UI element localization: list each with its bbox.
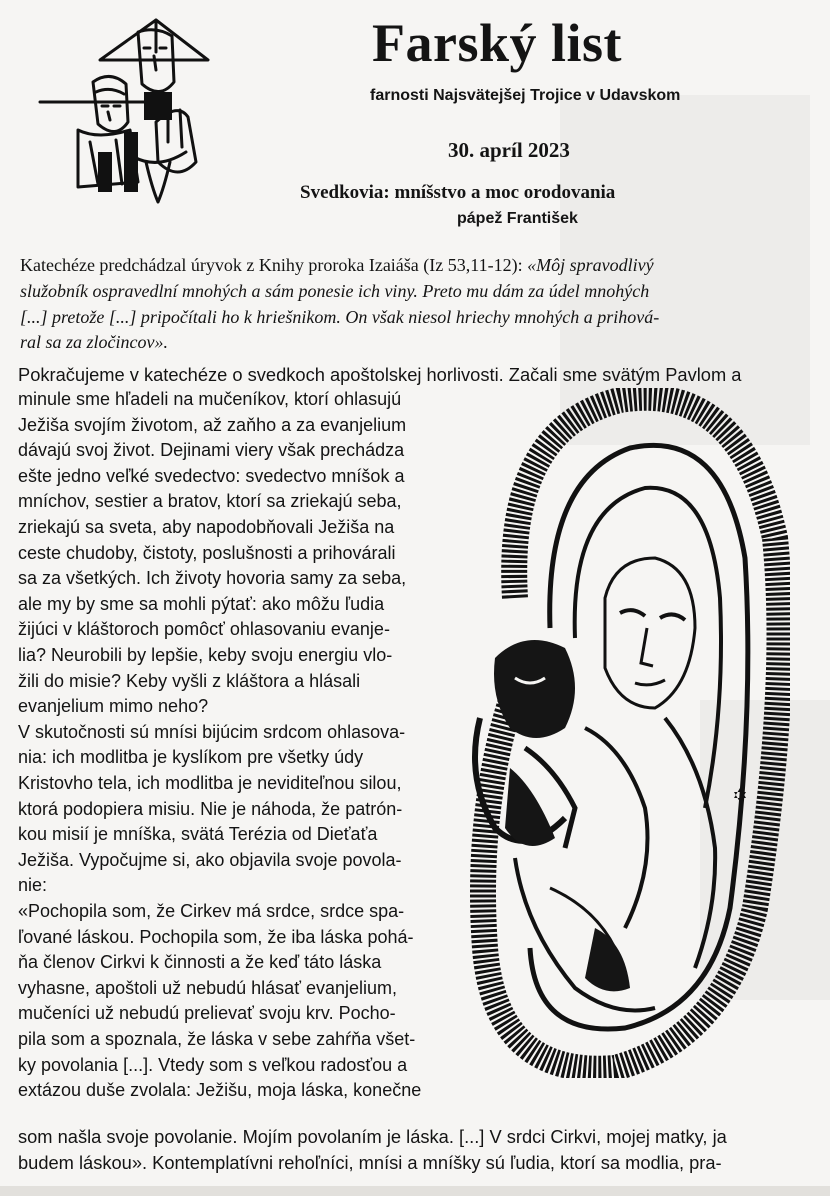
column-line: dávajú svoj život. Dejinami viery však prechádza [18,440,405,461]
intro-line: [...] pretože [...] pripočítali ho k hriešnikom. On však niesol hriechy mnohých a prihová- [20,307,660,327]
intro-line: Katechéze predchádzal úryvok z Knihy proroka Izaiáša (Iz 53,11-12): «Môj spravodlivý [20,255,654,275]
column-line: Kristovho tela, ich modlitba je neviditeľnou silou, [18,773,402,793]
column-line: lia? Neurobili by lepšie, keby svoju energiu vlo- [18,645,393,665]
newsletter-title: Farský list [372,13,623,73]
article-author: pápež František [457,210,578,227]
column-line: «Pochopila som, že Cirkev má srdce, srdce spa- [18,901,405,921]
column-line: ešte jedno veľké svedectvo: svedectvo mníšok a [18,465,405,486]
column-line: Ježiša svojím životom, až zaňho a za evanjelium [18,414,407,435]
column-line: ky povolania [...]. Vtedy som s veľkou radosťou a [18,1054,408,1075]
column-line: mníchov, sestier a bratov, ktorí sa zriekajú seba, [18,491,402,512]
body-line: Pokračujeme v katechéze o svedkoch apoštolskej horlivosti. Začali sme svätým Pavlom a [18,364,742,385]
article-title: Svedkovia: mníšstvo a moc orodovania [300,182,616,203]
column-line: minule sme hľadeli na mučeníkov, ktorí ohlasujú [18,389,402,409]
column-line: ľované láskou. Pochopila som, že iba láska pohá- [18,926,414,947]
body-line: som našla svoje povolanie. Mojím povolaním je láska. [...] V srdci Cirkvi, mojej matky, ja [18,1126,727,1147]
page-edge [0,1186,830,1196]
column-line: zriekajú sa sveta, aby napodobňovali Ježiša na [18,517,395,537]
column-line: kou misií je mníška, svätá Terézia od Dieťaťa [18,824,378,845]
column-line: ceste chudoby, čistoty, poslušnosti a prihovárali [18,542,396,563]
parish-subtitle: farnosti Najsvätejšej Trojice v Udavskom [370,87,681,104]
madonna-and-child-icon [455,388,790,1078]
column-line: ňa členov Cirkvi k činnosti a že keď táto láska [18,952,382,973]
column-line: nia: ich modlitba je kyslíkom pre všetky údy [18,747,364,768]
issue-date: 30. apríl 2023 [448,138,570,162]
column-line: Ježiša. Vypočujme si, ako objavila svoje povola- [18,849,402,870]
column-line: pila som a spoznala, že láska v sebe zahŕňa všet- [18,1029,416,1049]
column-line: žijúci v kláštoroch pomôcť ohlasovaniu evanje- [18,619,390,640]
column-line: extázou duše zvolala: Ježišu, moja láska, konečne [18,1080,422,1101]
column-line: mučeníci už nebudú prelievať svoju krv. Pocho- [18,1003,396,1024]
column-line: sa za všetkých. Ich životy hovoria samy za seba, [18,568,407,589]
column-line: vyhasne, apoštoli už nebudú hlásať evanjelium, [18,977,397,998]
column-line: nie: [18,875,48,896]
column-line: žili do misie? Keby vyšli z kláštora a hlásali [18,670,361,691]
column-line: ale my by sme sa mohli pýtať: ako môžu ľudia [18,593,385,614]
body-line: budem láskou». Kontemplatívni rehoľníci, mnísi a mníšky sú ľudia, ktorí sa modlia, pra- [18,1152,722,1173]
column-line: evanjelium mimo neho? [18,696,209,717]
column-line: V skutočnosti sú mnísi bijúcim srdcom ohlasova- [18,721,406,742]
intro-line: ral sa za zločincov». [20,332,168,352]
column-line: ktorá podopiera misiu. Nie je náhoda, že patrón- [18,798,403,819]
intro-line: služobník ospravedlní mnohých a sám ponesie ich viny. Preto mu dám za údel mnohých [20,281,650,301]
trinity-logo-icon [38,12,218,207]
